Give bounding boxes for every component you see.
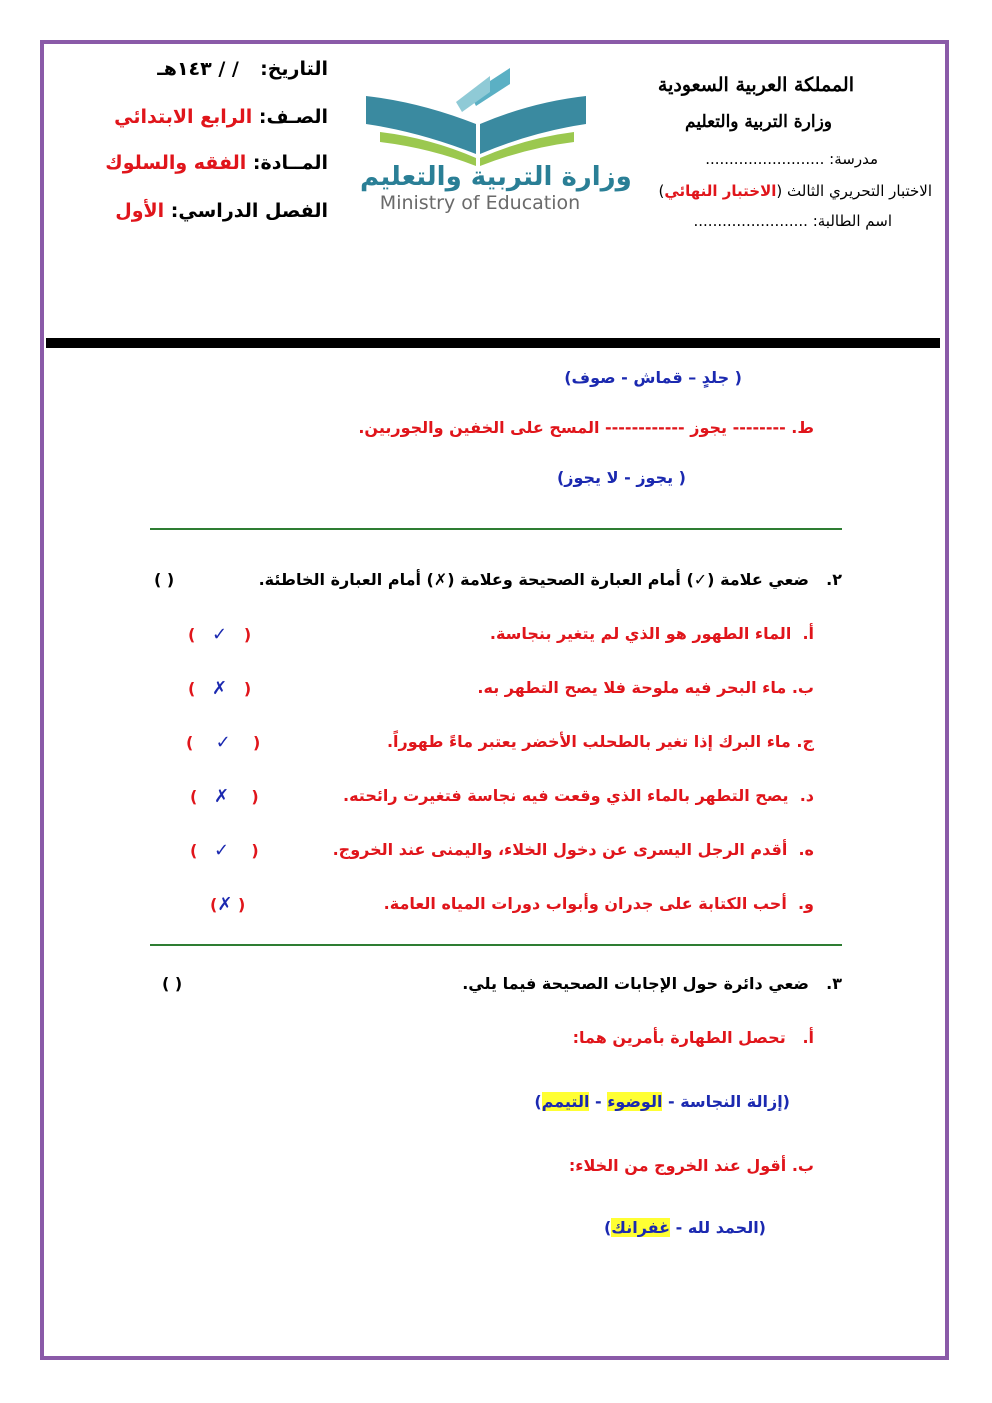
q2-item-a: أ. الماء الطهور هو الذي لم يتغير بنجاسة. <box>489 624 814 643</box>
term-row: الفصل الدراسي: الأول <box>115 200 328 222</box>
q3-prompt: ٣. ضعي دائرة حول الإجابات الصحيحة فيما يلي. <box>462 974 842 993</box>
ministry-logo <box>360 62 632 222</box>
q3-item-a: أ. تحصل الطهارة بأمرين هما: <box>572 1028 814 1047</box>
student-name-line: اسم الطالبة: ........................ <box>693 212 892 230</box>
q2-item-b-answer: ( ✗ ) <box>188 678 252 699</box>
q2-item-e-answer: ( ✓ ) <box>190 840 259 861</box>
cross-icon: ✗ <box>217 894 233 915</box>
q2-item-a-answer: ( ✓ ) <box>188 624 252 645</box>
q2-item-f-answer: (✗ ) <box>210 894 246 915</box>
answer-highlight: غفرانك <box>611 1218 671 1237</box>
q2-score-box: ( ) <box>154 570 175 589</box>
q2-item-c: ج. ماء البرك إذا تغير بالطحلب الأخضر يعتبر ماءً طهوراً. <box>386 732 814 751</box>
q3-item-a-options: (إزالة النجاسة - الوضوء - التيمم) <box>534 1092 790 1111</box>
date-row: التاريخ: / / ١٤٣هـ <box>157 58 328 80</box>
section-divider-1 <box>150 528 842 530</box>
q2-item-c-answer: ( ✓ ) <box>186 732 261 753</box>
q2-item-d: د. يصح التطهر بالماء الذي وقعت فيه نجاسة فتغيرت رائحته. <box>343 786 814 805</box>
q2-item-e: ه. أقدم الرجل اليسرى عن دخول الخلاء، واليمنى عند الخروج. <box>332 840 814 859</box>
item-ta: ط. -------- يجوز ------------ المسح على الخفين والجوربين. <box>358 418 814 437</box>
q3-score-box: ( ) <box>162 974 183 993</box>
ministry-title: وزارة التربية والتعليم <box>685 112 832 132</box>
q2-item-f: و. أحب الكتابة على جدران وأبواب دورات المياه العامة. <box>383 894 814 913</box>
cross-icon: ✗ <box>212 678 228 699</box>
section-divider-2 <box>150 944 842 946</box>
logo-english-text: Ministry of Education <box>379 192 581 214</box>
logo-arabic-text: وزارة التربية والتعليم <box>360 162 632 192</box>
check-icon: ✓ <box>214 840 230 861</box>
q2-item-b: ب. ماء البحر فيه ملوحة فلا يصح التطهر به. <box>477 678 814 697</box>
header-divider <box>46 338 940 348</box>
cross-icon: ✗ <box>214 786 230 807</box>
grade-row: الصـف: الرابع الابتدائي <box>114 106 328 128</box>
q3-item-b-options: (الحمد لله - غفرانك) <box>603 1218 766 1237</box>
options-1: ( جلدٍ – قماش - صوف) <box>564 368 742 387</box>
answer-highlight: الوضوء <box>607 1092 663 1111</box>
q3-item-b: ب. أقول عند الخروج من الخلاء: <box>568 1156 814 1175</box>
answer-highlight: التيمم <box>541 1092 590 1111</box>
exam-title: الاختبار التحريري الثالث (الاختبار النهائي) <box>658 182 932 200</box>
kingdom-title: المملكة العربية السعودية <box>657 74 854 96</box>
subject-row: المــادة: الفقه والسلوك <box>105 152 328 174</box>
options-2: ( يجوز - لا يجوز) <box>556 468 686 487</box>
q2-prompt: ٢. ضعي علامة (✓) أمام العبارة الصحيحة وعلامة (✗) أمام العبارة الخاطئة. <box>258 570 842 589</box>
check-icon: ✓ <box>212 624 228 645</box>
school-line: مدرسة: ......................... <box>705 150 878 168</box>
check-icon: ✓ <box>215 732 231 753</box>
q2-item-d-answer: ( ✗ ) <box>190 786 259 807</box>
